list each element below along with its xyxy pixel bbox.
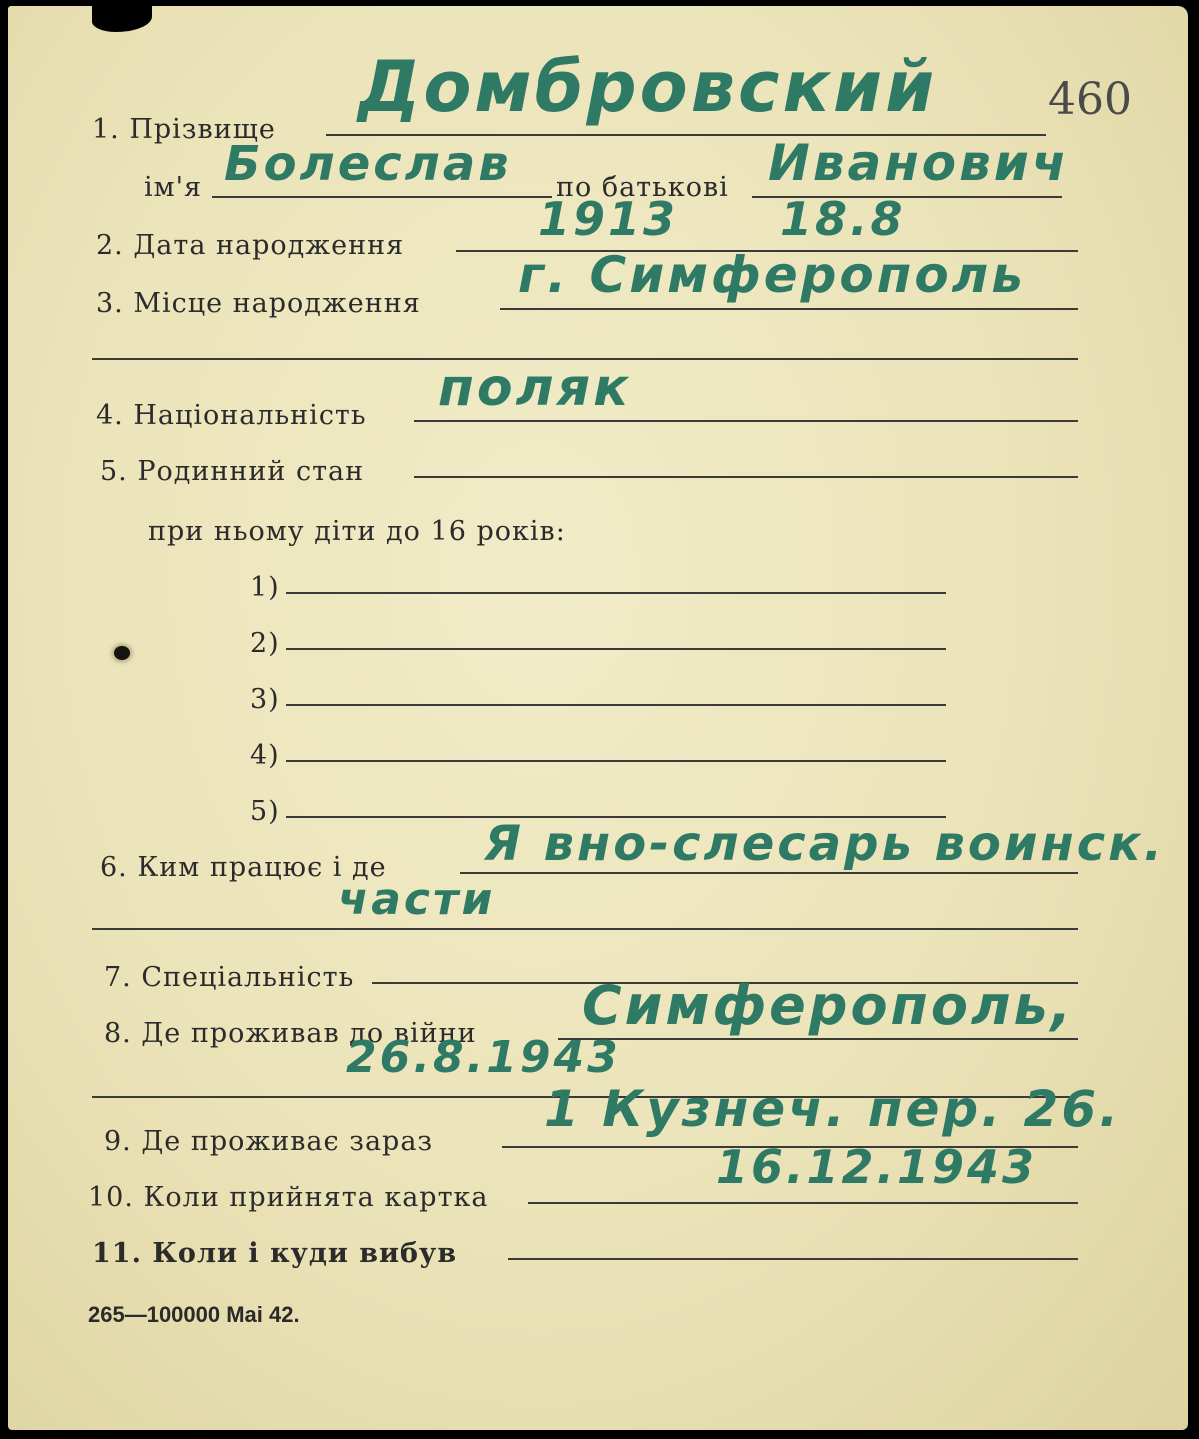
child-4-label: 4) — [250, 740, 280, 771]
accepted-line — [528, 1202, 1078, 1204]
birth-day-entry: 18.8 — [780, 192, 906, 246]
name-label: ім'я — [144, 172, 203, 203]
surname-entry: Домбровский — [358, 46, 938, 128]
patronymic-entry: Иванович — [768, 134, 1070, 192]
card-number: 460 — [1048, 74, 1132, 125]
child-1-line — [286, 592, 946, 594]
current-residence-label: 9. Де проживає зараз — [104, 1126, 434, 1157]
family-status-line — [414, 476, 1078, 478]
specialty-label: 7. Спеціальність — [104, 962, 355, 993]
work-line — [460, 872, 1078, 874]
nationality-entry: поляк — [438, 358, 632, 418]
registration-card — [8, 6, 1188, 1430]
patronymic-label: по батькові — [556, 172, 729, 203]
child-4-line — [286, 760, 946, 762]
child-2-line — [286, 648, 946, 650]
child-1-label: 1) — [250, 572, 280, 603]
nationality-line — [414, 420, 1078, 422]
birth-date-label: 2. Дата народження — [96, 230, 405, 261]
surname-label: 1. Прізвище — [92, 114, 276, 145]
departed-line — [508, 1258, 1078, 1260]
birth-place-entry: г. Симферополь — [518, 246, 1026, 304]
accepted-date-entry: 16.12.1943 — [716, 1140, 1038, 1194]
nationality-label: 4. Національність — [96, 400, 367, 431]
accepted-label: 10. Коли прийнята картка — [88, 1182, 489, 1213]
printer-imprint: 265—100000 Mai 42. — [88, 1302, 300, 1327]
birth-year-entry: 1913 — [538, 192, 679, 246]
birth-place-line — [500, 308, 1078, 310]
torn-notch — [92, 6, 152, 32]
prewar-label: 8. Де проживав до війни — [104, 1018, 477, 1049]
child-3-line — [286, 704, 946, 706]
prewar-place-entry: Симферополь, — [582, 974, 1075, 1037]
current-residence-entry: 1 Кузнеч. пер. 26. — [544, 1080, 1122, 1138]
work-entry-line2: части — [338, 874, 496, 925]
punch-hole — [114, 646, 130, 660]
child-3-label: 3) — [250, 684, 280, 715]
departed-label: 11. Коли і куди вибув — [92, 1238, 458, 1269]
work-extra-line — [92, 928, 1078, 930]
family-status-label: 5. Родинний стан — [100, 456, 365, 487]
work-entry-line1: Я вно-слесарь воинск. — [484, 816, 1165, 872]
prewar-date-entry: 26.8.1943 — [346, 1032, 621, 1083]
child-2-label: 2) — [250, 628, 280, 659]
child-5-label: 5) — [250, 796, 280, 827]
children-label: при ньому діти до 16 років: — [148, 516, 566, 547]
name-line — [212, 196, 552, 198]
name-entry: Болеслав — [224, 136, 512, 192]
prewar-line — [558, 1038, 1078, 1040]
birth-place-label: 3. Місце народження — [96, 288, 421, 319]
work-label: 6. Ким працює і де — [100, 852, 387, 883]
